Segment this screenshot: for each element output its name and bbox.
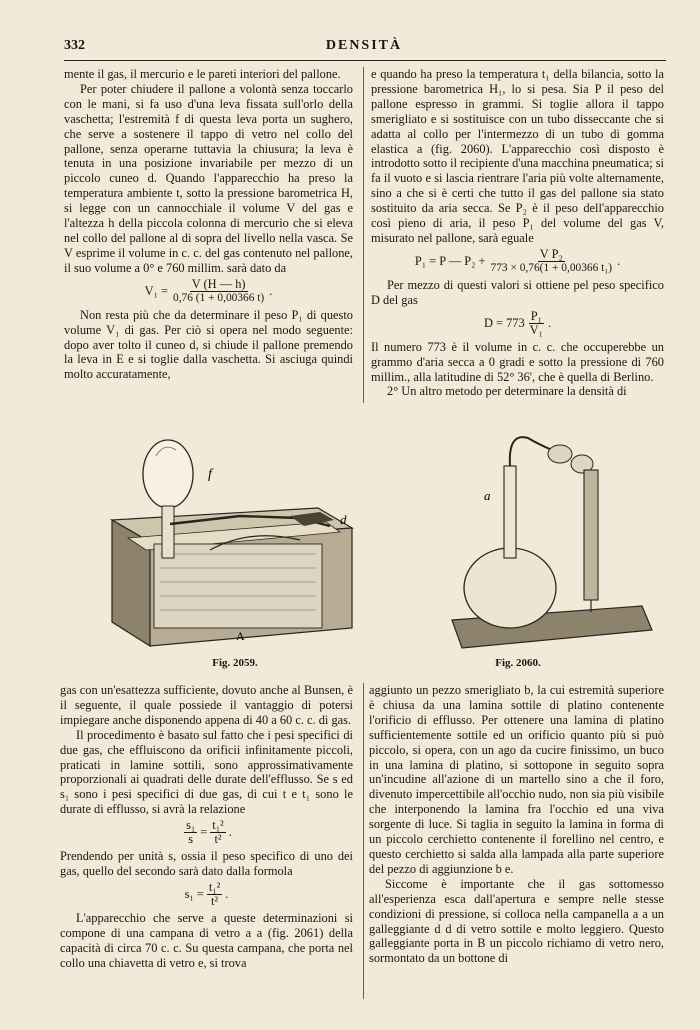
formula-lhs: V₁ = bbox=[144, 283, 169, 298]
formula-tail: . bbox=[547, 315, 552, 330]
paragraph: aggiunto un pezzo smerigliato b, la cui estremità superiore è chiusa da una lamina sottile di platino contenente l'orificio di efflusso. Per ottenere una lamina di platino sufficientemente sottile ed un orificio quanto più si può piccolo, si opera, con un ago da cucire finissimo, un buco in una lamina di platino, si sottopone in seguito sopra un'incudine all'azione di un martello sino a che il foro, divenuto impercettibile all'occhio nudo, non sia più visibile che interponendo la lamina fra l'occhio ed una viva sorgente di luce. Si taglia in seguito la lamina in forma di un piccolo cerchietto contenente il forellino nel centro, e questo cerchietto si salda alla lampada alla parte superiore del pezzo di aggiunzione b e. bbox=[369, 683, 664, 876]
formula-denominator: V₁ bbox=[529, 322, 543, 337]
formula-numerator: t₁² bbox=[208, 879, 221, 894]
paragraph: Per mezzo di questi valori si ottiene pel peso specifico D del gas bbox=[371, 277, 664, 307]
formula-fraction bbox=[184, 819, 197, 846]
running-title: DENSITÀ bbox=[325, 38, 403, 53]
bulb-1 bbox=[548, 445, 572, 463]
flask-neck bbox=[504, 466, 516, 558]
page-number: 332 bbox=[64, 38, 85, 53]
paragraph: mente il gas, il mercurio e le pareti interiori del pallone. bbox=[64, 67, 341, 81]
formula-fraction bbox=[489, 248, 615, 275]
paragraph: Il numero 773 è il volume in c. c. che occuperebbe un grammo d'aria secca a 0 gradi e sotto la pressione di 760 millim., alla latitudine di 52° 36', che è quella di Berlino. bbox=[371, 339, 664, 384]
formula-numerator: P₁ bbox=[530, 308, 542, 323]
bottom-right-column bbox=[369, 683, 664, 966]
paragraph: Il procedimento è basato sul fatto che i pesi specifici di due gas, che effluiscono da orificii infinitamente piccoli, praticati in lamine sottili, sono approssimativamente proporzionali ai quadrati delle durate dell'efflusso. Se s ed s₁ sono i pesi specifici di due gas, di cui t e t₁ sono le durate di efflusso, si avrà la relazione bbox=[60, 727, 353, 817]
paragraph: Non resta più che da determinare il peso P₁ di questo volume V₁ di gas. Per ciò si opera nel modo seguente: dopo aver tolto il cuneo d, si chiude il pallone premendo la leva in E e si toglie dalla vaschetta. Si asciuga quindi molto accuratamente, bbox=[64, 307, 353, 382]
figure-2059-caption: Fig. 2059. bbox=[212, 657, 258, 669]
formula-fraction bbox=[207, 881, 222, 908]
column-divider bbox=[363, 67, 364, 403]
paragraph: Prendendo per unità s, ossia il peso specifico di uno dei gas, quello del secondo sarà dato dalla formola bbox=[60, 849, 353, 879]
top-right-column bbox=[371, 67, 664, 399]
balloon-neck bbox=[162, 506, 174, 558]
water-box bbox=[154, 544, 322, 628]
glass-balloon bbox=[143, 440, 193, 508]
paragraph: e quando ha preso la temperatura t₁ della bilancia, sotto la pressione barometrica H₁, lo si pesa. Sia P il peso del pallone espresso in grammi. Si toglie allora il tappo smerigliato e si sostituisce con un tubo disseccante che si adatta al collo per l'intermezzo di un tubo di gomma elastica a (fig. 2060). L'apparecchio così disposto è introdotto sotto il recipiente d'una macchina pneumatica; si fa il vuoto e si lascia rientrare l'aria più volte alternamente, sino a che si è certi che tutto il gas del pallone sia stato sostituito da aria secca. Se P₂ è il peso dell'apparecchio così pieno di aria, il peso P₁ del volume del gas V, misurato nel pallone, sarà eguale bbox=[371, 67, 664, 245]
formula-tail: . bbox=[225, 887, 229, 902]
formula-specific-weight bbox=[60, 881, 353, 908]
label-a: a bbox=[484, 488, 491, 503]
figure-2060-caption: Fig. 2060. bbox=[495, 657, 541, 669]
formula-lhs: D = 773 bbox=[483, 315, 525, 330]
label-f: f bbox=[208, 467, 212, 482]
running-header bbox=[64, 38, 664, 56]
formula-lhs: s₁ = bbox=[184, 887, 204, 902]
formula-fraction bbox=[171, 278, 266, 305]
formula-weight bbox=[371, 248, 664, 275]
formula-numerator: V P₂ bbox=[539, 246, 563, 261]
formula-equals: = bbox=[200, 825, 208, 840]
formula-lhs: P₁ = P — P₂ + bbox=[414, 253, 486, 268]
formula-density bbox=[371, 310, 664, 337]
flask-body bbox=[464, 548, 556, 628]
figure-2060-illustration bbox=[442, 422, 662, 654]
drying-tube bbox=[510, 437, 552, 466]
formula-tail: . bbox=[228, 825, 232, 840]
paragraph: Per poter chiudere il pallone a volontà senza toccarlo con le mani, si fa uso d'una leva fissata sull'orlo della vaschetta; l'estremità f di questa leva porta un sughero, che serve a sostenere il tappo di vetro nel collo del pallone, senza operarne tuttavia la chiusura; la leva è tenuta in una posizione invariabile per mezzo di un piccolo cuneo d. Quando l'apparecchio ha preso la temperatura ambiente t, sotto la pressione barometrica H, si legge con un cannocchiale il volume V del gas e l'altezza h della piccola colonna di mercurio che si eleva nel collo del pallone al di sopra del livello nella vasca. Se V esprime il volume in c. c. del gas contenuto nel pallone, il suo volume a 0° e 760 millim. sarà dato da bbox=[64, 81, 353, 275]
formula-volume bbox=[64, 278, 353, 305]
formula-fraction bbox=[528, 310, 545, 337]
paragraph: L'apparecchio che serve a queste determinazioni si compone di una campana di vetro a a (fig. 2061) della capacità di circa 70 c. c. Su questa campana, che porta nel collo una chiavetta di vetro e, si trova bbox=[60, 910, 353, 970]
formula-ratio bbox=[60, 819, 353, 846]
column-divider bbox=[363, 683, 364, 999]
figure-2059-illustration bbox=[90, 420, 360, 656]
label-A: A bbox=[236, 629, 245, 643]
label-d: d bbox=[340, 512, 347, 527]
paragraph: Siccome è importante che il gas sottomesso all'esperienza esca dall'apertura e sempre nelle stesse condizioni di pressione, si colloca nella campanella a a un galleggiante d d di vetro sottile e molto leggiero. Questo galleggiante porta in B un piccolo richiamo di vetro nero, sormontato da un bottone di bbox=[369, 876, 664, 966]
formula-numerator: t₁² bbox=[212, 818, 224, 833]
formula-denominator: t² bbox=[214, 832, 222, 847]
formula-fraction bbox=[210, 819, 225, 846]
paragraph: 2° Un altro metodo per determinare la densità di bbox=[387, 384, 627, 399]
paragraph: gas con un'esattezza sufficiente, dovuto anche al Bunsen, è il seguente, il quale possiede il vantaggio di potersi impiegare anche disponendo appena di 40 a 60 c. c. di gas. bbox=[60, 683, 353, 727]
formula-numerator: V (H — h) bbox=[191, 276, 246, 291]
bottom-left-column bbox=[60, 683, 353, 971]
drying-column bbox=[584, 470, 598, 600]
header-rule bbox=[64, 60, 666, 61]
formula-denominator: 0,76 (1 + 0,00366 t) bbox=[173, 291, 265, 304]
formula-numerator: s₁ bbox=[186, 818, 196, 833]
top-left-column bbox=[64, 67, 353, 382]
formula-tail: . bbox=[617, 253, 621, 268]
formula-denominator: t² bbox=[210, 893, 219, 908]
formula-denominator: 773 × 0,76(1 + 0,00366 t₁) bbox=[490, 261, 613, 274]
formula-denominator: s bbox=[188, 832, 194, 847]
formula-tail: . bbox=[269, 283, 273, 298]
